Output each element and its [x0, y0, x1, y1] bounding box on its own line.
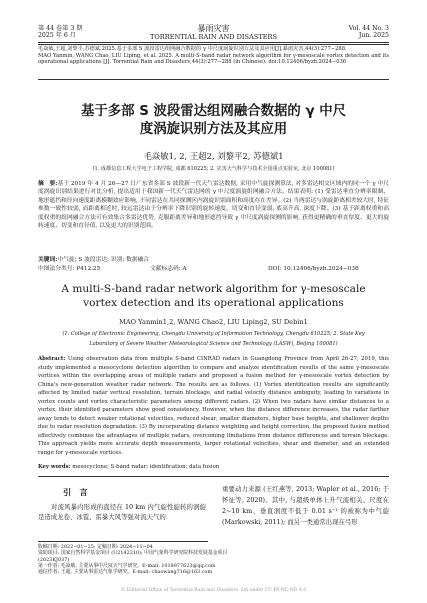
keywords-cn-label: 关键词: — [38, 257, 58, 263]
footnote-first-author: 第一作者: 毛焱敏, 主要从事中尺度天气学研究。E-mail: 1018977623@qq.com — [38, 562, 216, 569]
copyright-line: © Editorial Office of Torrential Rain and Disasters. OA under CC BY-NC-ND 4.0 — [120, 588, 307, 593]
footnote-divider — [38, 541, 208, 542]
intro-left-column: 对流风暴内形成的直径在 10 km 内气旋性旋转的涡旋是造成龙卷、冰雹、雷暴大风等强对流天气的 — [38, 503, 206, 522]
article-title-en: A multi-S-band radar network algorithm for γ-mesoscale vortex detection and its operational applications — [61, 283, 366, 309]
authors-en: MAO Yanmin1,2, WANG Chao2, LIU Liping2, SU Debin1 — [119, 318, 308, 326]
doi: DOI: 10.12406/byzh.2024−036 — [268, 266, 359, 272]
keywords-en-text: mesocyclone; S-band radar; identification; data fusion — [72, 464, 220, 470]
abstract-cn-label: 摘 要: — [38, 181, 58, 187]
document-code: 文献标志码: A — [150, 266, 187, 272]
affiliation-cn: (1. 成都信息工程大学电子工程学院, 成都 610225; 2. 灾害天气科学与技术全国重点实验室, 北京 100081) — [92, 166, 335, 172]
footnote-corresponding: 通信作者: 王超, 主要从事雷达气象学研究。E-mail: chaowang716@163.com — [38, 569, 213, 576]
volume-en: Vol. 44 No. 3 — [348, 25, 389, 32]
abstract-cn-text: 基于 2019 年 4 月 26—27 日广东省多部 S 波段新一代天气雷达数据, 采用中气旋探测算法, 对多雷达相交区域内的同一个 γ 中尺度涡旋识别结果进行对比分析, 提出适用于我国新一代天气雷达网的 γ 中尺度涡旋组网融合方法。结果表明: (1) 受雷达垂直分辨率限制、地形遮挡和径向速度距离模糊效应影响, 不同雷达在共同探测区内涡旋识别面积和高度存在差异。(2) 当两雷达与涡旋距离相差较大时, 特征参数一致性较弱, 而距离相近时, 较远雷达由于分辨率下降识别的旋转速度、切变和直径变弱, 底高升高, 深度下降。(3) 基于距离权重和高度权重的组网融合方法可有效集合多雷达优势, 克服距离差异和地形遮挡导致 γ 中尺度涡旋探测的影响, 获得更精确的垂直厚度、更大的旋转速度、切变和直径值, 以及更大的识别范围。 — [38, 181, 389, 230]
abstract-en-label: Abstract: — [38, 356, 66, 362]
volume-cn: 第 44 卷第 3 期 — [38, 25, 83, 32]
footnote-block — [38, 544, 238, 575]
intro-right-column: 重要动力来源 (王红燕等, 2013; Wapler et al., 2016; 于怀征等, 2020)。其中, 与超级单体上升气流相关、尺度在 2~10 km、垂直涡度不低于 0.01 s⁻¹ 的被称为中气旋 (Markowski, 2011); 而另一类通常出现在弓形 — [222, 485, 389, 526]
keywords-cn — [38, 257, 389, 264]
date-cn: 2025 年 6 月 — [38, 32, 76, 39]
section-heading: 引 言 — [63, 487, 88, 497]
classification-row — [38, 266, 389, 273]
journal-name-en: TORRENTIAL RAIN AND DISASTERS — [149, 32, 278, 41]
affiliation-en-line2: Laboratory of Severe Weather Meteorological Science and Technology (LASW), Beijing 100081) — [89, 341, 338, 347]
clc-number: 中图法分类号: P412.25 — [38, 266, 101, 272]
keywords-en-label: Key words: — [38, 464, 71, 470]
abstract-en-text: Using observation data from multiple S-band CINRAD radars in Guangdong Province from April 26-27, 2019, this study implemented a mesocyclone detection algorithm to compare and analyze identification results of the same γ-mesoscale vortices within the overlapping areas of multiple radars and proposed a fusion method for γ-mesoscale vortex detection by China's new-generation weather radar network. The results are as follows. (1) Vortex identification results are significantly affected by limited radar vertical resolution, terrain blockage, and radial velocity distance ambiguity, leading to variations in vortex counts and vortex characteristic parameters among different radars. (2) When two radars have similar distances to a vortex, their identified parameters show good consistency. However, when the distance difference increases, the radar farther away tends to detect weaker rotational velocities, reduced shear, smaller diameters, higher base heights, and shallower depths due to radar resolution degradation. (3) By incorporating distance weighting and height correction, the proposed fusion method effectively combines the advantages of multiple radars, overcoming limitations from distance differences and terrain blockage. This approach yields more accurate depth measurements, larger rotational velocities, shear and diameter, and an extended range for γ-mesoscale vortices. — [38, 356, 389, 456]
citation-rule — [38, 79, 389, 80]
article-title-cn: 基于多部 S 波段雷达组网融合数据的 γ 中尺度涡旋识别方法及其应用 — [80, 104, 347, 137]
citation-cn: 毛焱敏,王超,刘黎平,苏德斌.2025.基于多部 S 波段雷达组网融合数据的 γ 中尺度涡旋识别方法及其应用[J].暴雨灾害,44(3):277−288. — [38, 46, 347, 52]
keywords-en — [38, 464, 389, 471]
abstract-en — [38, 355, 389, 457]
journal-name-cn: 暴雨灾害 — [197, 24, 230, 33]
header-rule-2 — [38, 44, 389, 45]
abstract-rule — [38, 476, 389, 477]
footnote-received: 收稿日期: 2022−01−25; 定稿日期: 2024−11−04 — [38, 544, 153, 550]
abstract-cn — [38, 180, 389, 230]
keywords-cn-text: 中气旋; S 波段雷达; 识别; 数据融合 — [57, 257, 150, 263]
citation-en: MAO Yanmin, WANG Chao, LIU Liping, et al. 2025. A multi-S-band radar network algorithm for γ-mesoscale vortex detection and its operational applications [J]. Torrential Rain and Disasters,44(3):277−288 (in Chinese). doi:10.12406/byzh.2024−036 — [38, 53, 389, 66]
footnote-funding: 资助项目: 国家自然科学基金项目 (U2142210); 中国气象科学研究院科技发展基金项目 (2023KJ037) — [38, 550, 228, 563]
affiliation-en-line1: (1. College of Electronic Engineering, Chengdu University of Information Technology, Chengdu 610225; 2. State Key — [62, 331, 365, 337]
date-en: Jun. 2025 — [358, 32, 389, 39]
authors-cn: 毛焱敏1, 2, 王超2, 刘黎平2, 苏德斌1 — [143, 151, 284, 161]
